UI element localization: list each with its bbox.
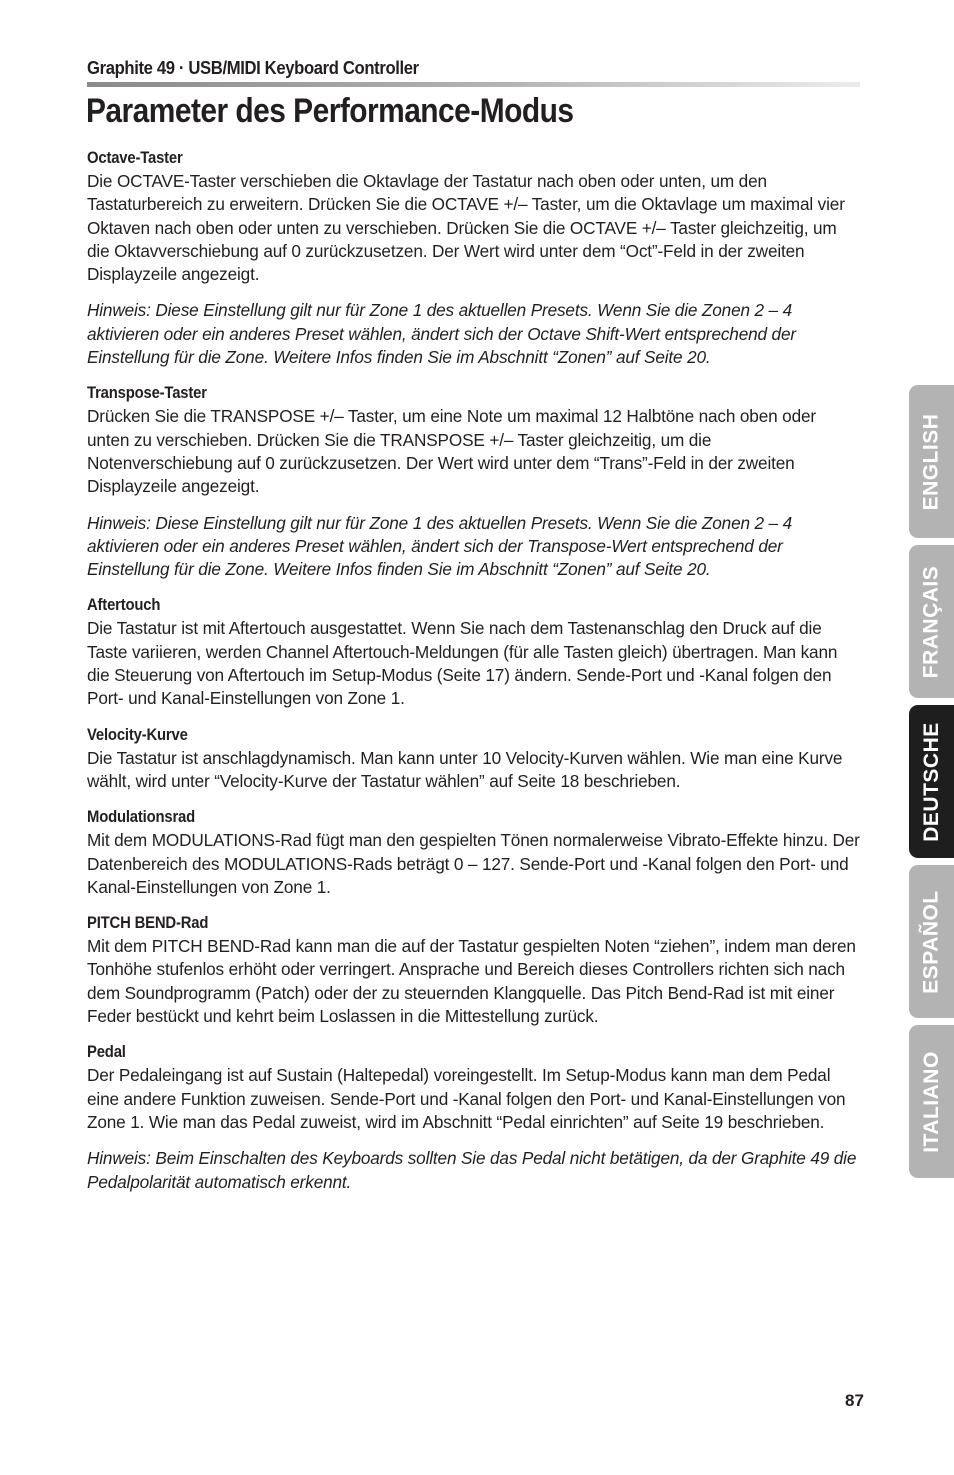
page-number: 87 <box>845 1391 864 1410</box>
main-content <box>87 147 861 1207</box>
tab-label: ITALIANO <box>919 1050 943 1153</box>
section-heading: Transpose-Taster <box>87 384 207 403</box>
header-rule <box>87 82 860 87</box>
section-body: Mit dem MODULATIONS-Rad fügt man den gespielten Tönen normalerweise Vibrato-Effekte hinzu. Der Datenbereich des MODULATIONS-Rads beträgt 0 – 127. Sende-Port und -Kanal folgen den Port- und Kanal-Einstellungen von Zone 1. <box>87 830 860 897</box>
section-heading: Modulationsrad <box>87 808 196 827</box>
section-heading: Aftertouch <box>87 596 161 615</box>
section-body: Die OCTAVE-Taster verschieben die Oktavlage der Tastatur nach oben oder unten, um den Tastaturbereich zu erweitern. Drücken Sie die OCTAVE +/– Taster, um die Oktavlage um maximal vier Oktaven nach oben oder unten zu verschieben. Drücken Sie die OCTAVE +/– Taster gleichzeitig, um die Oktavverschiebung auf 0 zurückzusetzen. Der Wert wird unter dem “Oct”-Feld in der zweiten Displayzeile angezeigt. <box>87 171 845 285</box>
page-title: Parameter des Performance-Modus <box>86 92 574 130</box>
section-note: Hinweis: Diese Einstellung gilt nur für Zone 1 des aktuellen Presets. Wenn Sie die Zonen 2 – 4 aktivieren oder ein anderes Preset wählen, ändert sich der Transpose-Wert entsprechend der Einstellung für die Zone. Weitere Infos finden Sie im Abschnitt “Zonen” auf Seite 20. <box>87 512 792 580</box>
tab-label: DEUTSCHE <box>919 721 943 842</box>
section-note: Hinweis: Diese Einstellung gilt nur für Zone 1 des aktuellen Presets. Wenn Sie die Zonen 2 – 4 aktivieren oder ein anderes Preset wählen, ändert sich der Octave Shift-Wert entsprechend der Einstellung für die Zone. Weitere Infos finden Sie im Abschnitt “Zonen” auf Seite 20. <box>87 300 796 368</box>
section-body: Die Tastatur ist mit Aftertouch ausgestattet. Wenn Sie nach dem Tastenanschlag den Druck auf die Taste variieren, werden Channel Aftertouch-Meldungen (für alle Tasten gleich) übertragen. Man kann die Steuerung von Aftertouch im Setup-Modus (Seite 17) ändern. Sende-Port und -Kanal folgen den Port- und Kanal-Einstellungen von Zone 1. <box>87 618 838 709</box>
language-tab-francais[interactable] <box>909 545 954 698</box>
section-aftertouch <box>87 594 861 710</box>
section-heading: Velocity-Kurve <box>87 725 188 744</box>
section-transpose-taster <box>87 382 861 581</box>
tab-label: FRANÇAIS <box>919 565 943 678</box>
section-velocity-kurve <box>87 724 861 794</box>
section-heading: PITCH BEND-Rad <box>87 914 209 933</box>
section-heading: Octave-Taster <box>87 149 183 167</box>
section-body: Drücken Sie die TRANSPOSE +/– Taster, um eine Note um maximal 12 Halbtöne nach oben oder unten zu verschieben. Drücken Sie die TRANSPOSE +/– Taster gleichzeitig, um die Notenverschiebung auf 0 zurückzusetzen. Der Wert wird unter dem “Trans”-Feld in der zweiten Displayzeile angezeigt. <box>87 406 816 497</box>
section-pitch-bend-rad <box>87 912 861 1028</box>
section-heading: Pedal <box>87 1043 126 1062</box>
section-octave-taster <box>87 147 861 369</box>
tab-label: ESPAÑOL <box>919 889 943 994</box>
language-tab-espanol[interactable] <box>909 865 954 1018</box>
section-modulationsrad <box>87 806 861 899</box>
section-pedal <box>87 1041 861 1193</box>
language-tab-deutsche[interactable] <box>909 705 954 858</box>
language-tab-italiano[interactable] <box>909 1025 954 1178</box>
section-body: Der Pedaleingang ist auf Sustain (Haltepedal) voreingestellt. Im Setup-Modus kann man dem Pedal eine andere Funktion zuweisen. Sende-Port und -Kanal folgen den Port- und Kanal-Einstellungen von Zone 1. Wie man das Pedal zuweist, wird im Abschnitt “Pedal einrichten” auf Seite 19 beschrieben. <box>87 1065 846 1132</box>
tab-label: ENGLISH <box>919 413 943 510</box>
section-body: Mit dem PITCH BEND-Rad kann man die auf der Tastatur gespielten Noten “ziehen”, indem man deren Tonhöhe stufenlos erhöht oder verringert. Ansprache und Bereich dieses Controllers richten sich nach dem Soundprogramm (Patch) oder der zu steuernden Klangquelle. Das Pitch Bend-Rad ist mit einer Feder bestückt und kehrt beim Loslassen in die Mittestellung zurück. <box>87 936 856 1027</box>
section-note: Hinweis: Beim Einschalten des Keyboards sollten Sie das Pedal nicht betätigen, da der Graphite 49 die Pedalpolarität automatisch erkennt. <box>87 1148 857 1192</box>
running-header: Graphite 49 · USB/MIDI Keyboard Controller <box>87 57 419 78</box>
language-tab-english[interactable] <box>909 385 954 538</box>
section-body: Die Tastatur ist anschlagdynamisch. Man kann unter 10 Velocity-Kurven wählen. Wie man eine Kurve wählt, wird unter “Velocity-Kurve der Tastatur wählen” auf Seite 18 beschrieben. <box>87 747 843 791</box>
